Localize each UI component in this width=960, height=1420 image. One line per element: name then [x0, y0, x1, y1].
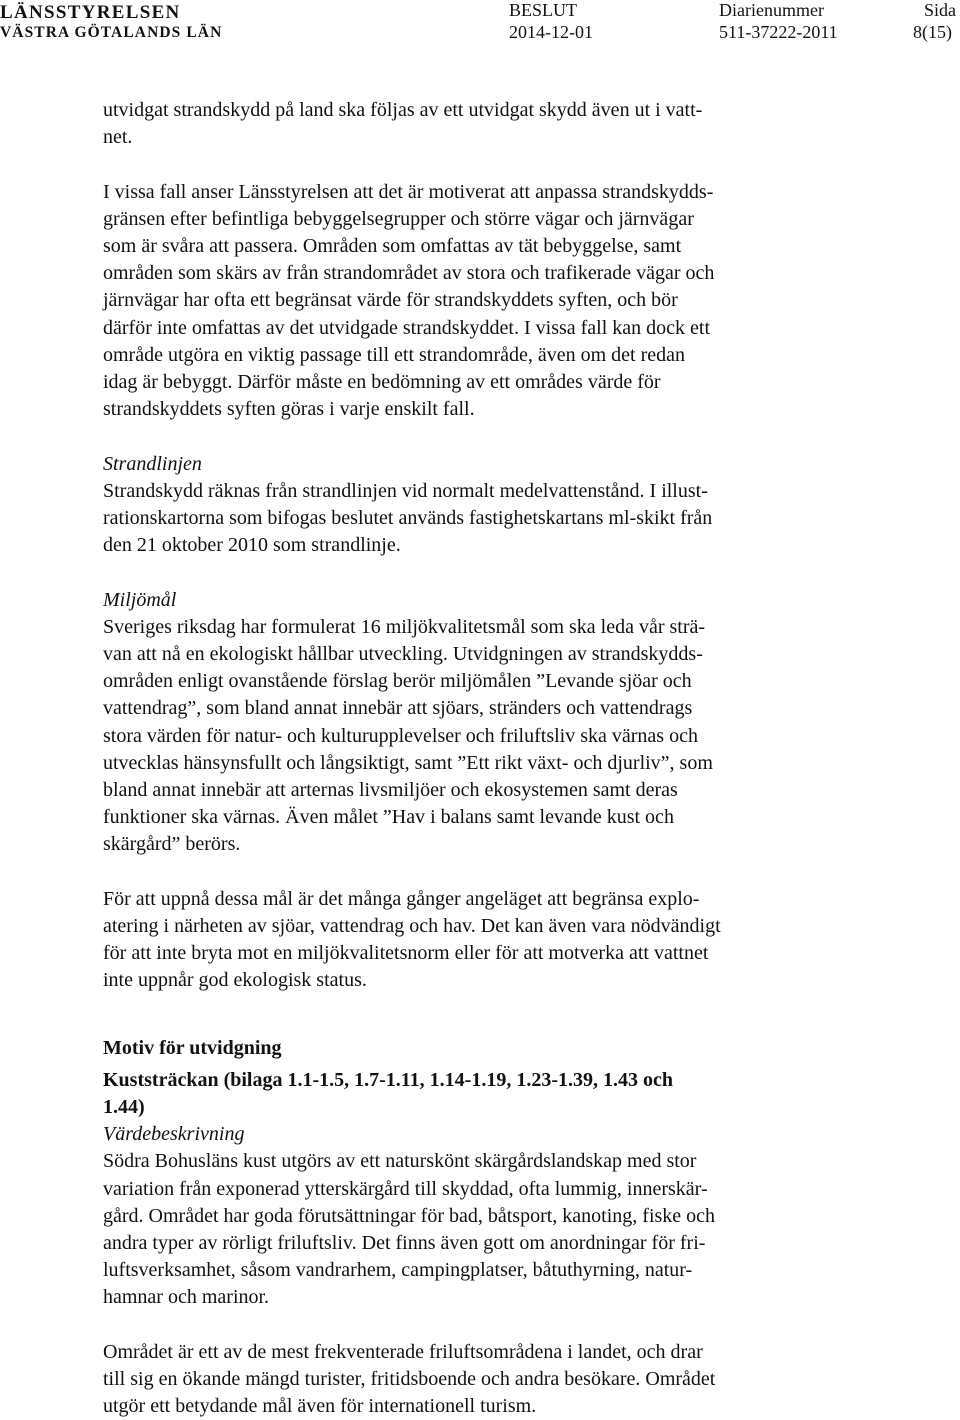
text-line: rationskartorna som bifogas beslutet används fastighetskartans ml-skikt från	[103, 507, 713, 530]
heading-vardebeskrivning: Värdebeskrivning	[103, 1123, 245, 1146]
heading-kuststrackan: Kuststräckan (bilaga 1.1-1.5, 1.7-1.11, 1.14-1.19, 1.23-1.39, 1.43 och	[103, 1068, 673, 1091]
paragraph-5	[103, 886, 823, 995]
org-county: VÄSTRA GÖTALANDS LÄN	[0, 24, 223, 41]
text-line: bland annat innebär att arternas livsmiljöer och ekosystemen samt deras	[103, 779, 678, 802]
text-line: utgör ett betydande mål även för internationell turism.	[103, 1395, 537, 1418]
text-line: atering i närheten av sjöar, vattendrag och hav. Det kan även vara nödvändigt	[103, 915, 721, 938]
text-line: inte uppnår god ekologisk status.	[103, 969, 367, 992]
text-line: gränsen efter befintliga bebyggelsegrupper och större vägar och järnvägar	[103, 207, 694, 230]
heading-kuststrackan-cont: 1.44)	[103, 1096, 145, 1119]
text-line: van att nå en ekologiskt hållbar utveckling. Utvidgningen av strandskydds-	[103, 643, 703, 666]
text-line: Strandskydd räknas från strandlinjen vid normalt medelvattenstånd. I illust-	[103, 479, 708, 502]
text-line: andra typer av rörligt friluftsliv. Det finns även gott om anordningar för fri-	[103, 1232, 706, 1255]
heading-miljomal: Miljömål	[103, 588, 177, 611]
paragraph-2	[103, 179, 823, 424]
heading-motiv: Motiv för utvidgning	[103, 1036, 282, 1059]
text-line: stora värden för natur- och kulturupplevelser och friluftsliv ska värnas och	[103, 724, 698, 747]
section-strandlinjen	[103, 451, 823, 560]
text-line: Södra Bohusläns kust utgörs av ett naturskönt skärgårdslandskap med stor	[103, 1150, 697, 1173]
document-body	[103, 97, 823, 1420]
text-line: funktioner ska värnas. Även målet ”Hav i balans samt levande kust och	[103, 806, 674, 829]
text-line: den 21 oktober 2010 som strandlinje.	[103, 534, 401, 557]
doc-date: 2014-12-01	[509, 22, 593, 42]
text-line: områden enligt ovanstående förslag berör miljömålen ”Levande sjöar och	[103, 670, 692, 693]
text-line: vattendrag”, som bland annat innebär att sjöars, stränders och vattendrags	[103, 697, 693, 720]
text-line: I vissa fall anser Länsstyrelsen att det är motiverat att anpassa strandskydds-	[103, 180, 714, 203]
text-line: järnvägar har ofta ett begränsat värde för strandskyddets syften, och bör	[103, 289, 678, 312]
text-line: variation från exponerad ytterskärgård till skyddad, ofta lummig, innerskär-	[103, 1177, 708, 1200]
text-line: idag är bebyggt. Därför måste en bedömning av ett områdes värde för	[103, 371, 661, 394]
diarienummer-value: 511-37222-2011	[719, 22, 838, 42]
org-name: LÄNSSTYRELSEN	[0, 2, 181, 23]
text-line: strandskyddets syften göras i varje enskilt fall.	[103, 398, 475, 421]
text-line: gård. Området har goda förutsättningar för bad, båtsport, kanoting, fiske och	[103, 1204, 716, 1227]
text-line: därför inte omfattas av det utvidgade strandskyddet. I vissa fall kan dock ett	[103, 316, 711, 339]
text-line: utvecklas hänsynsfullt och långsiktigt, samt ”Ett rikt växt- och djurliv”, som	[103, 751, 713, 774]
section-motiv	[103, 1035, 823, 1312]
text-line: till sig en ökande mängd turister, fritidsboende och andra besökare. Området	[103, 1368, 716, 1391]
text-line: Området är ett av de mest frekventerade friluftsområdena i landet, och drar	[103, 1340, 703, 1363]
doc-type: BESLUT	[509, 0, 578, 20]
page-number: 8(15)	[913, 22, 952, 42]
text-line: luftsverksamhet, såsom vandrarhem, campingplatser, båtuthyrning, natur-	[103, 1259, 693, 1282]
page-label: Sida	[924, 0, 957, 20]
diarienummer-label: Diarienummer	[719, 0, 824, 20]
section-miljomal	[103, 587, 823, 859]
text-line: hamnar och marinor.	[103, 1286, 270, 1309]
text-line: områden som skärs av från strandområdet av stora och trafikerade vägar och	[103, 262, 715, 285]
paragraph-1	[103, 97, 823, 151]
text-line: skärgård” berörs.	[103, 833, 241, 856]
text-line: för att inte bryta mot en miljökvalitetsnorm eller för att motverka att vattnet	[103, 942, 709, 965]
text-line: utvidgat strandskydd på land ska följas av ett utvidgat skydd även ut i vatt-	[103, 99, 703, 121]
document-header	[0, 0, 960, 48]
text-line: För att uppnå dessa mål är det många gånger angeläget att begränsa explo-	[103, 887, 700, 910]
text-line: net.	[103, 126, 133, 149]
heading-strandlinjen: Strandlinjen	[103, 452, 202, 475]
text-line: område utgöra en viktig passage till ett strandområde, även om det redan	[103, 343, 686, 366]
text-line: Sveriges riksdag har formulerat 16 miljökvalitetsmål som ska leda vår strä-	[103, 615, 706, 638]
text-line: som är svåra att passera. Områden som omfattas av tät bebyggelse, samt	[103, 235, 682, 257]
